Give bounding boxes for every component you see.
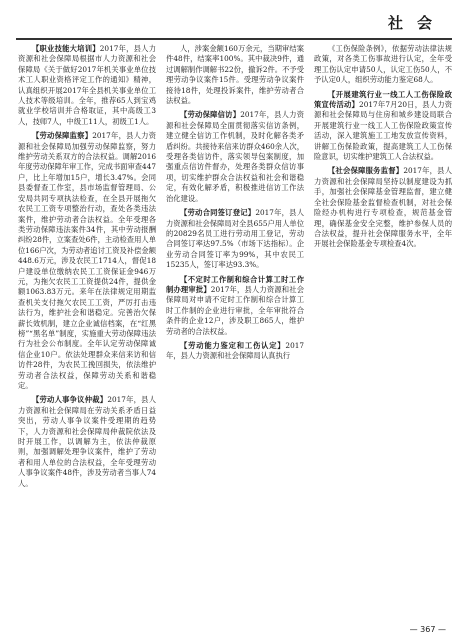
column-3 xyxy=(314,44,452,616)
article-heading: 【劳动保障监察】 xyxy=(32,131,93,141)
page-header xyxy=(16,10,452,38)
article-text: 《工伤保险条例》，依据劳动法律法规政策，对各类工伤事故进行认定，全年受理工伤认定申请50人，认定工伤50人，不予认定0人，组织劳动能力鉴定68人。 xyxy=(314,44,452,85)
article-text: 2017年，县人力资源和社会保障局根据市人力资源和社会保障局《关于做好2017年机关事业单位技术工人职业资格评定工作的通知》精神，认真组织开展2017年全县机关事业单位工人技术等级培训。全年，推荐65人到宝鸡就业学校培训并合格取证，其中高级工3人，技师7人，中级工11人，初级工1人。 xyxy=(18,44,156,126)
article-text: 2017年，县人力资源和社会保障局在劳动关系矛盾日益突出，劳动人事争议案件受理期的趋势下，人力资源和社会保障局仲裁院依法及时开展工作，以调解为主，依法仲裁原则，加强调解处理争议案件，维护了劳动者和用人单位的合法权益，全年受理劳动人事争议案件48件，涉及劳动者当事人74人。 xyxy=(18,395,156,488)
article-text: 2017年，县人力资源和社会保障局对申请不定时工作制和综合计算工时工作制的企业进行审批，全年审批符合条件的企业12户，涉及职工865人，维护劳动者的合法权益。 xyxy=(166,284,304,336)
article-paragraph xyxy=(314,166,452,249)
article-paragraph xyxy=(166,208,304,270)
article-heading: 【劳动人事争议仲裁】 xyxy=(32,395,108,405)
article-paragraph xyxy=(166,341,304,362)
article-paragraph xyxy=(314,90,452,163)
page-number: — 367 — xyxy=(409,625,446,634)
article-paragraph xyxy=(18,44,156,127)
article-text: 2017年，县人力资源和社会保障局对全县655户用人单位的20829名员工进行劳动用工登记，劳动合同签订率达97.5%（市场下达指标）。企业劳动合同签订率为99%，其中农民工15235人，签订率达93.3%。 xyxy=(166,208,304,270)
article-paragraph xyxy=(18,131,156,391)
article-text: 2017年，县人力资源和社会保障局认真执行 xyxy=(166,340,304,361)
header-rule xyxy=(16,38,452,40)
article-heading: 【劳动合同签订登记】 xyxy=(180,208,256,218)
article-text: 2017年7月20日，县人力资源和社会保障局与住房和城乡建设局联合开展建筑行业一线工人工伤保险政策宣传活动，深入建筑施工工地发放宣传资料，讲解工伤保险政策，提高建筑工人工伤保险意识，切实维护建筑工人合法权益。 xyxy=(314,100,452,162)
article-text: 2017年，县人力资源和社会保障局坚持以制度建设为抓手，加强社会保障基金管理监督，建立健全社会保险基金监督检查机制，对社会保险经办机构进行专项检查，规范基金管理，确保基金安全完整，维护参保人员的合法权益，提升社会保障服务水平，全年开展社会保险基金专项检查4次。 xyxy=(314,166,452,249)
article-columns xyxy=(18,44,452,616)
article-heading: 【劳动能力鉴定和工伤认定】 xyxy=(180,340,286,350)
article-paragraph xyxy=(166,110,304,204)
article-heading: 【开展建筑行业一线工人工伤保险政策宣传活动】 xyxy=(314,89,452,110)
article-paragraph xyxy=(314,44,452,86)
article-paragraph xyxy=(166,44,304,106)
article-text: 2017年，县人力资源和社会保障局全面贯彻落实信访条例，建立健全信访工作机制，及时化解各类矛盾纠纷。共接待来信来访群众460余人次，受理各类信访件，落实领导包案制度，加强重点信访件督办，处理各类群众信访事项，切实维护群众合法权益和社会和谐稳定，有效化解矛盾，积极推进信访工作法治化建设。 xyxy=(166,110,304,203)
section-title: 社会 xyxy=(387,14,446,32)
article-heading: 【职业技能大培训】 xyxy=(32,44,100,53)
article-text: 2017年，县人力资源和社会保障局加强劳动保障监察，努力维护劳动关系双方的合法权益。调解2016年度劳动保障年审工作，完成书面审查447户，比上年增加15户，增长3.47%。会同县委督查工作室，县市场监督管理局、公安局共同专项执法检查，在全县开展拖欠农民工工资专项整治行动，查处各类违法案件，维护劳动者合法权益。全年受理各类劳动保障违法案件34件，其中劳动报酬纠纷28件，立案查处6件，主动检查用人单位166户次，为劳动者追讨工资及补偿金额448.6万元，涉及农民工1714人，督促18户建设单位缴纳农民工工资保证金946万元，为拖欠农民工工资提供24件，提供金额1063.83万元。来年在法律规定用期监查机关支付拖欠农民工工资，严厉打击违法行为，维护社会和谐稳定。完善治欠保薪长效机制，建立企业诚信档案，在“红黑榜”“黑名单”制度，实施重大劳动保障违法行为社会公布制度。全年认定劳动保障诚信企业10户。依法处理群众来信来访和信访件28件，为农民工挽回损失，依法维护劳动者合法权益，保障劳动关系和谐稳定。 xyxy=(18,131,156,390)
article-text: 人，涉案金额160万余元，当期审结案件48件，结案率100%。其中裁决9件，通过调解制作调解书22份，撤诉2件。不予受理劳动争议案件15件。受理劳动争议案件接待18件，处理投诉案件，维护劳动者合法权益。 xyxy=(166,44,304,106)
article-paragraph xyxy=(18,395,156,489)
article-heading: 【社会保障服务监督】 xyxy=(328,166,404,176)
article-paragraph xyxy=(166,275,304,337)
column-1 xyxy=(18,44,156,616)
article-heading: 【不定时工作制和综合计算工时工作制办理审批】 xyxy=(166,274,304,294)
article-heading: 【劳动保障信访】 xyxy=(180,110,241,120)
column-2 xyxy=(166,44,304,616)
